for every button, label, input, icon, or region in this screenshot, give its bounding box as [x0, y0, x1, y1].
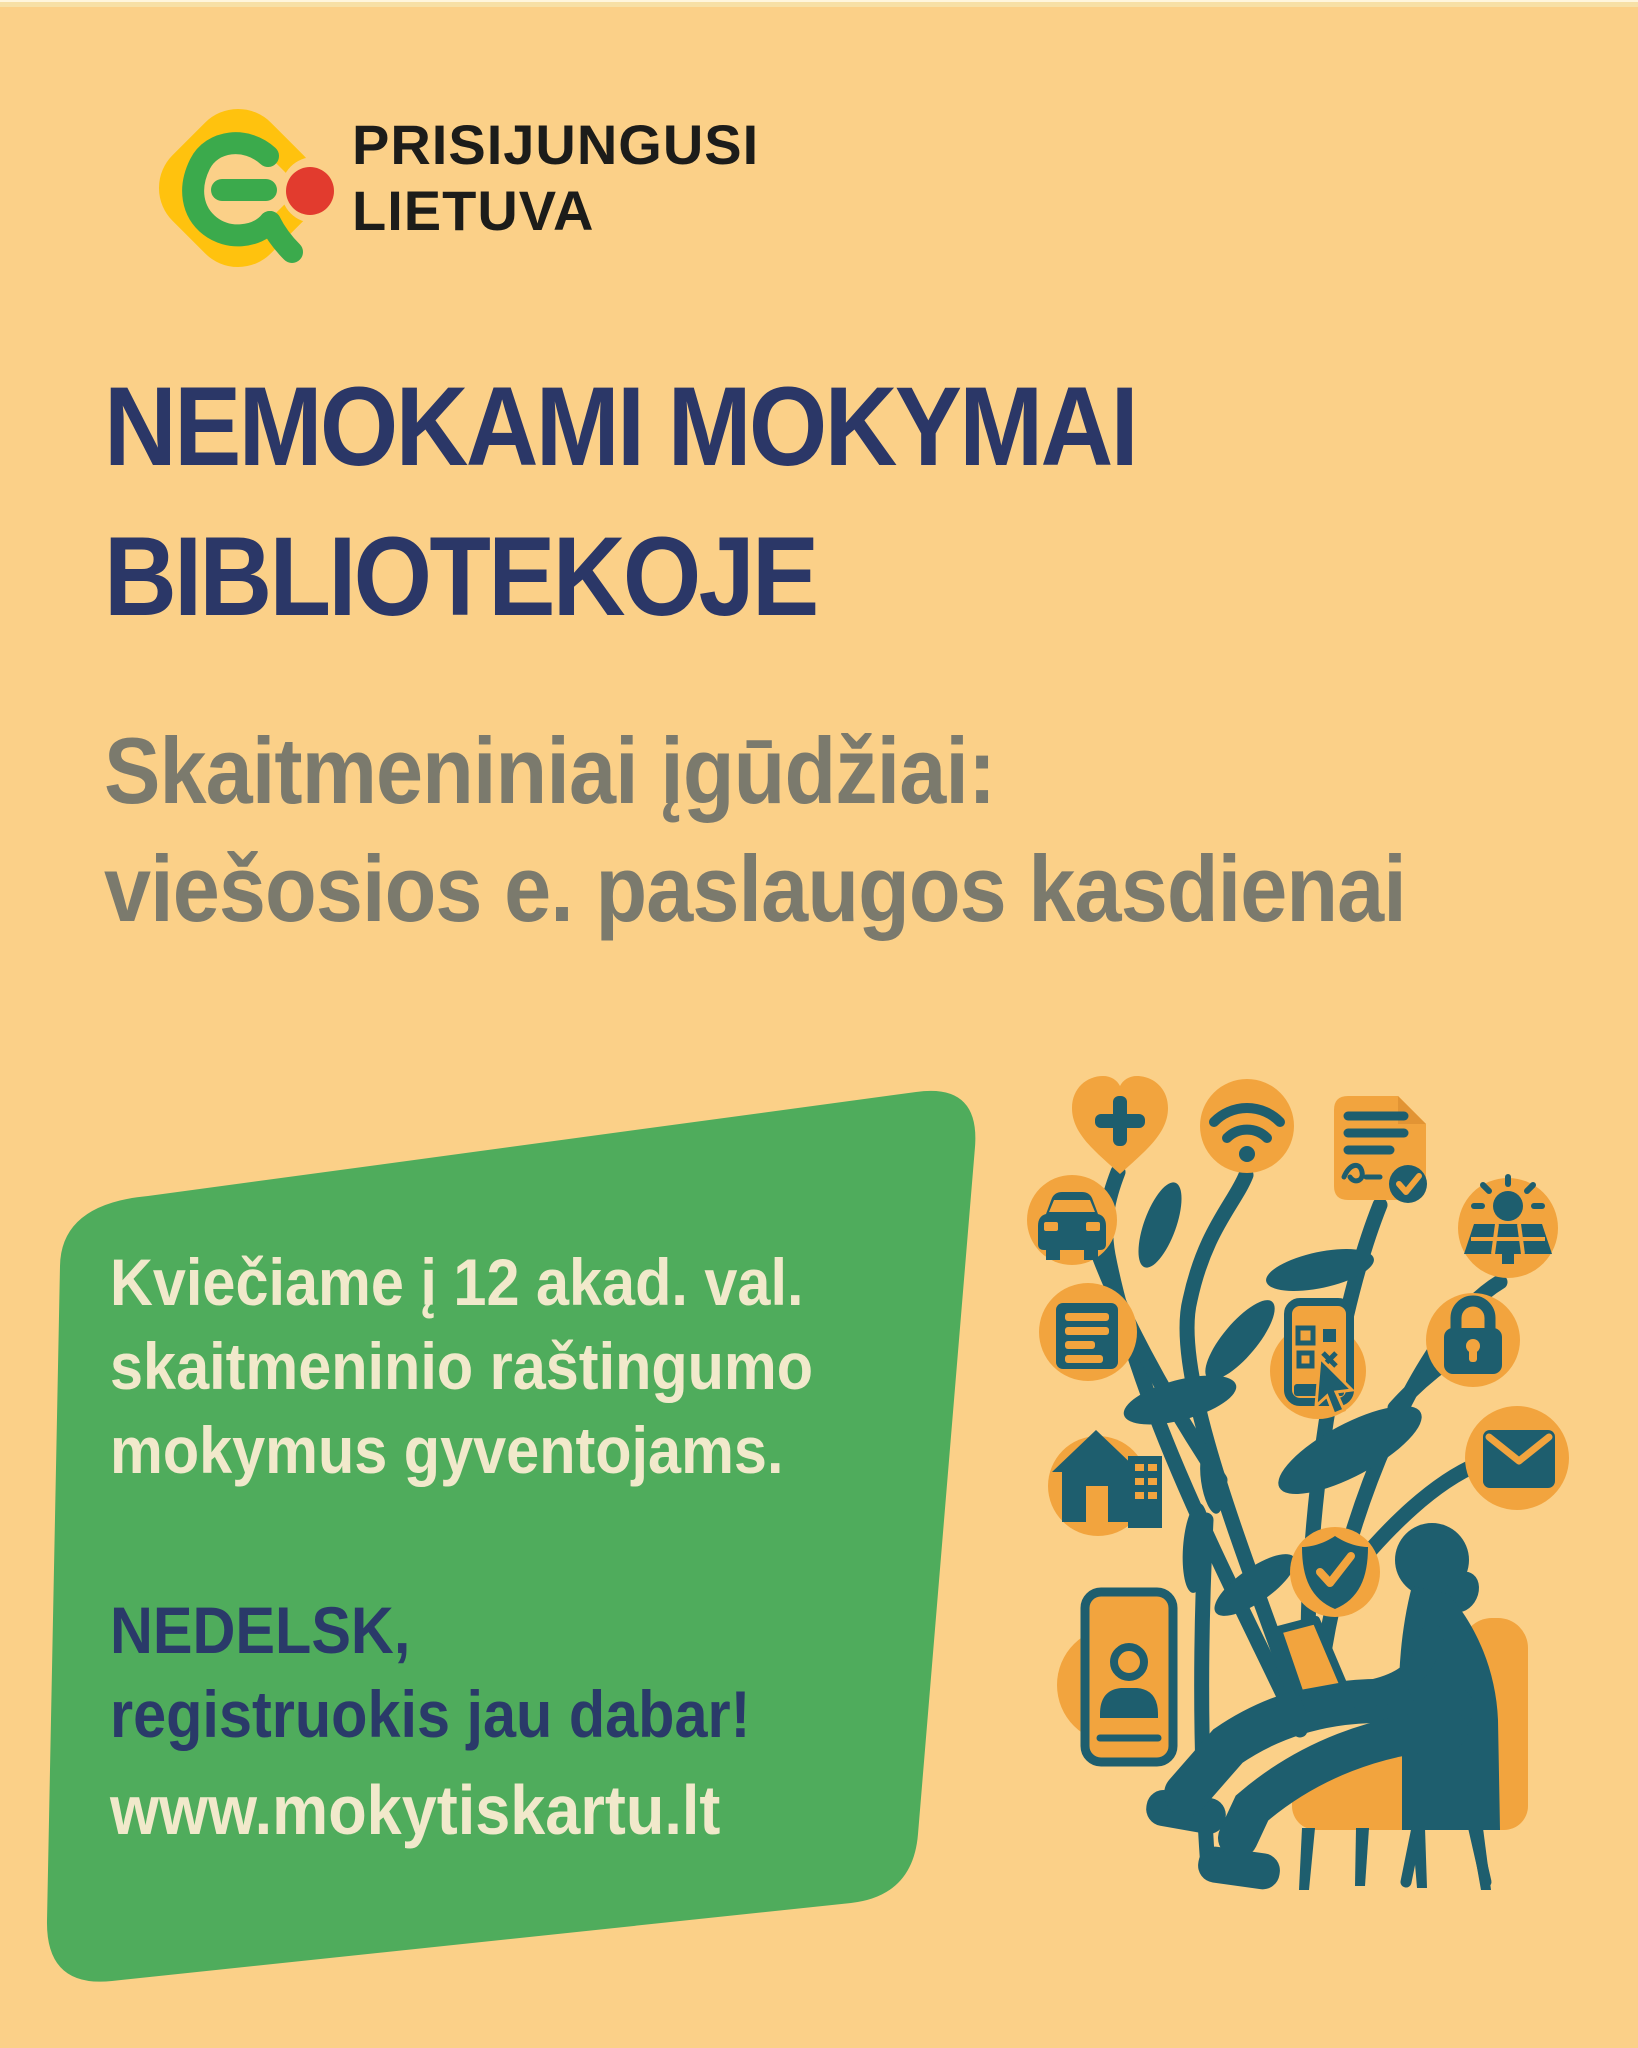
logo-line2: LIETUVA	[352, 179, 595, 242]
house-icon	[1048, 1430, 1162, 1536]
text-document-icon	[1039, 1283, 1137, 1381]
solar-panel-icon	[1458, 1177, 1558, 1278]
cta-line2: registruokis jau dabar!	[110, 1677, 751, 1751]
shield-check-icon	[1290, 1527, 1380, 1617]
title-line1: NEMOKAMI MOKYMAI	[104, 364, 1136, 489]
lock-icon	[1426, 1293, 1520, 1387]
invitation-line3: mokymus gyventojams.	[110, 1413, 784, 1487]
logo-wordmark	[352, 112, 759, 244]
subtitle-line2: viešosios e. paslaugos kasdienai	[104, 836, 1406, 941]
invitation-line1: Kviečiame į 12 akad. val.	[110, 1245, 804, 1319]
page-title	[104, 352, 1136, 652]
cta-line1: NEDELSK,	[110, 1593, 411, 1667]
call-to-action-text	[110, 1588, 750, 1756]
title-line2: BIBLIOTEKOJE	[104, 514, 817, 639]
mail-icon	[1465, 1406, 1569, 1510]
logo-line1: PRISIJUNGUSI	[352, 113, 760, 176]
prisijungusi-lietuva-logo-icon	[157, 107, 347, 268]
heart-plus-icon	[1072, 1076, 1168, 1174]
car-icon	[1027, 1175, 1117, 1265]
invitation-text	[110, 1240, 813, 1492]
invitation-line2: skaitmeninio raštingumo	[110, 1329, 814, 1403]
signed-document-icon	[1334, 1096, 1427, 1203]
website-link[interactable]: www.mokytiskartu.lt	[110, 1771, 721, 1849]
phone-qr-icon	[1270, 1302, 1366, 1419]
id-phone-icon	[1057, 1592, 1173, 1762]
wifi-icon	[1200, 1079, 1294, 1173]
subtitle-line1: Skaitmeniniai įgūdžiai:	[104, 718, 996, 823]
page-subtitle	[104, 712, 1406, 948]
